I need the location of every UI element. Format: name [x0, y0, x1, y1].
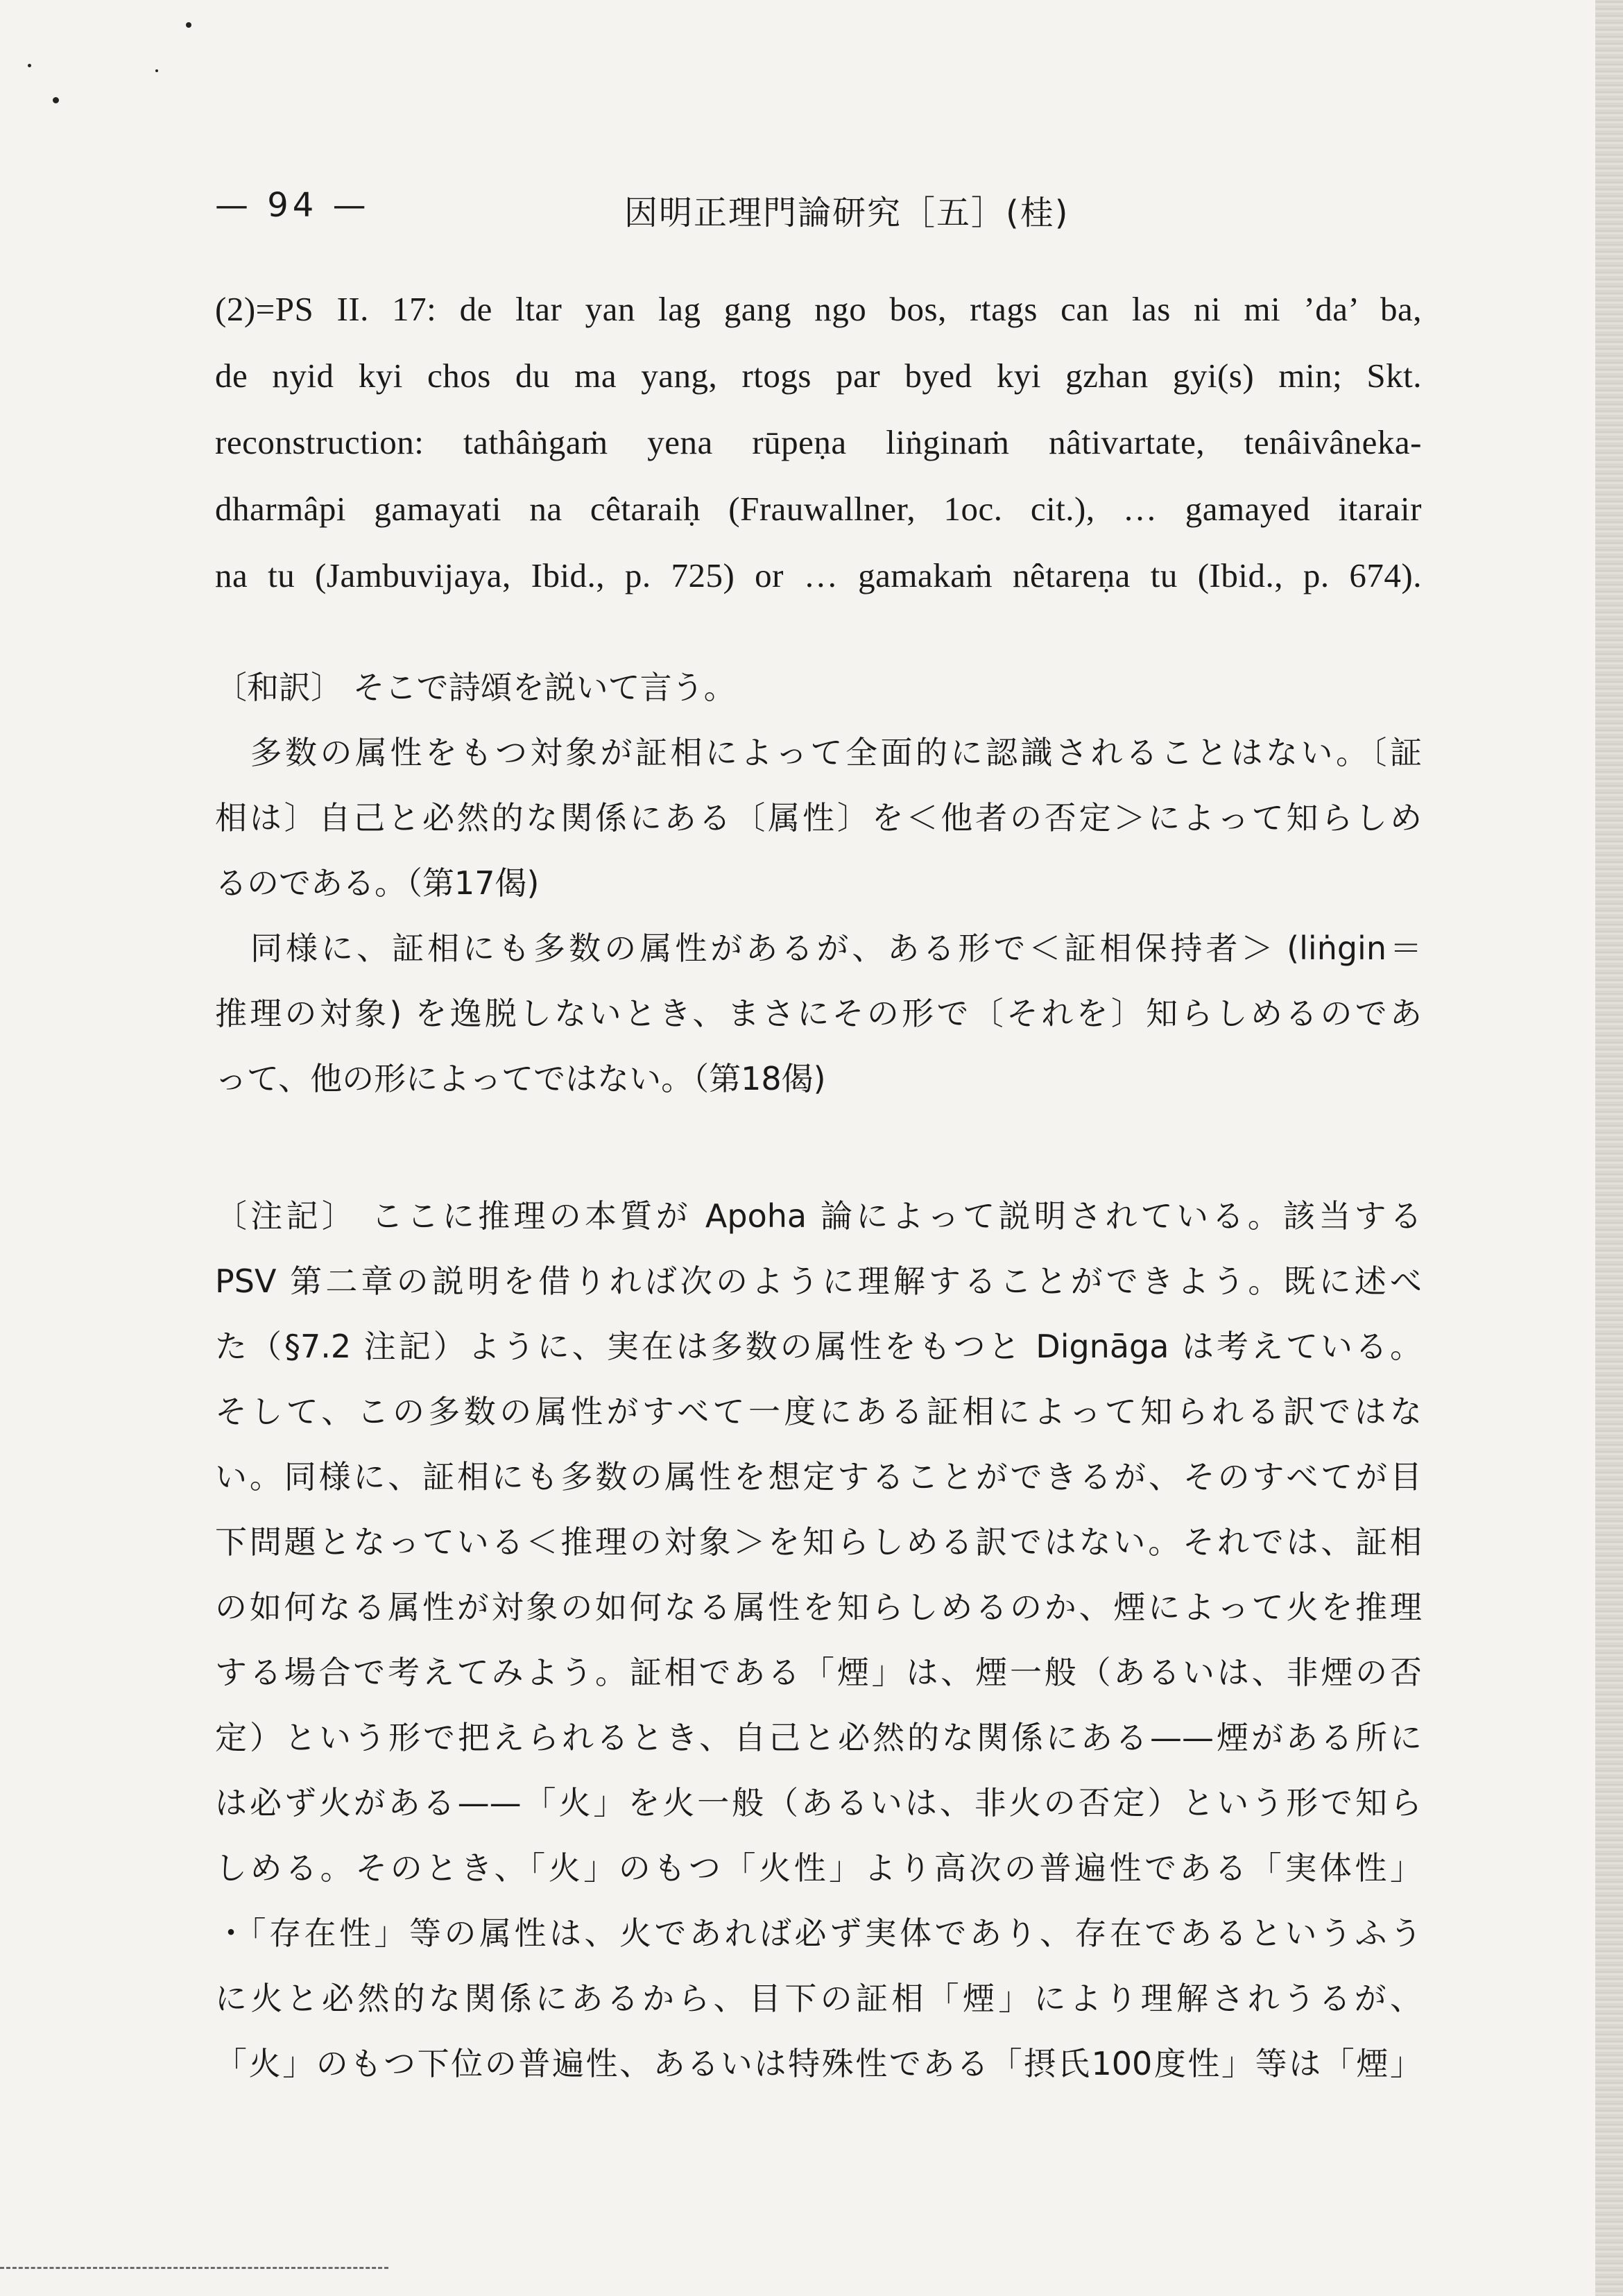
scan-speck	[53, 97, 59, 103]
scan-speck	[186, 22, 191, 28]
commentary-line: 〔注記〕 ここに推理の本質が Apoha 論によって説明されている。該当する	[215, 1197, 1422, 1235]
scan-speck	[155, 69, 158, 72]
page-number: — 94 —	[215, 186, 370, 225]
commentary-line: そして、この多数の属性がすべて一度にある証相によって知られる訳ではな	[215, 1393, 1422, 1430]
scan-speck	[28, 64, 31, 67]
commentary-line: の如何なる属性が対象の如何なる属性を知らしめるのか、煙によって火を推理	[215, 1588, 1422, 1626]
translation-section	[215, 655, 1422, 1111]
translation-heading: 〔和訳〕 そこで詩頌を説いて言う。	[215, 669, 736, 706]
commentary-line: PSV 第二章の説明を借りれば次のように理解することができよう。既に述べ	[215, 1262, 1422, 1300]
running-title: 因明正理門論研究［五］(桂)	[624, 194, 1070, 232]
commentary-line: い。同様に、証相にも多数の属性を想定することができるが、そのすべてが目	[215, 1458, 1422, 1496]
commentary-line: 下問題となっている＜推理の対象＞を知らしめる訳ではない。それでは、証相	[215, 1523, 1422, 1561]
footnote-line: (2)=PS II. 17: de ltar yan lag gang ngo bos, rtags can las ni mi ’da’ ba,	[215, 290, 1422, 328]
commentary-line: ・「存在性」等の属性は、火であれば必ず実体であり、存在であるというふう	[215, 1914, 1422, 1952]
translation-line: 同様に、証相にも多数の属性があるが、ある形で＜証相保持者＞ (liṅgin＝	[215, 929, 1422, 967]
page-header	[215, 186, 1394, 234]
commentary-line: 定）という形で把えられるとき、自己と必然的な関係にある——煙がある所に	[215, 1719, 1422, 1756]
translation-line: 推理の対象) を逸脱しないとき、まさにその形で〔それを〕知らしめるのであ	[215, 995, 1422, 1032]
commentary-line: た（§7.2 注記）ように、実在は多数の属性をもつと Dignāga は考えている。	[215, 1328, 1422, 1365]
translation-line: って、他の形によってではない。（第18偈)	[215, 1060, 826, 1097]
translation-line: るのである。（第17偈)	[215, 864, 540, 902]
bottom-rule	[0, 2267, 388, 2269]
commentary-section	[215, 1183, 1422, 2096]
footnote-line: reconstruction: tathâṅgaṁ yena rūpeṇa liṅginaṁ nâtivartate, tenâivâneka-	[215, 423, 1422, 461]
footnote-line: de nyid kyi chos du ma yang, rtogs par byed kyi gzhan gyi(s) min; Skt.	[215, 357, 1422, 395]
translation-line: 相は〕自己と必然的な関係にある〔属性〕を＜他者の否定＞によって知らしめ	[215, 799, 1422, 837]
footnote-line: dharmâpi gamayati na cêtaraiḥ (Frauwallner, 1oc. cit.), … gamayed itarair	[215, 490, 1422, 528]
commentary-line: 「火」のもつ下位の普遍性、あるいは特殊性である「摂氏100度性」等は「煙」	[215, 2045, 1422, 2082]
commentary-line: する場合で考えてみよう。証相である「煙」は、煙一般（あるいは、非煙の否	[215, 1654, 1422, 1691]
commentary-line: に火と必然的な関係にあるから、目下の証相「煙」により理解されうるが、	[215, 1980, 1422, 2017]
scan-edge	[1595, 0, 1623, 2296]
translation-line: 多数の属性をもつ対象が証相によって全面的に認識されることはない。〔証	[215, 734, 1422, 771]
commentary-line: は必ず火がある——「火」を火一般（あるいは、非火の否定）という形で知ら	[215, 1784, 1422, 1822]
footnote-latin	[215, 276, 1422, 609]
footnote-line: na tu (Jambuvijaya, Ibid., p. 725) or … gamakaṁ nêtareṇa tu (Ibid., p. 674).	[215, 556, 1422, 594]
commentary-line: しめる。そのとき、「火」のもつ「火性」より高次の普遍性である「実体性」	[215, 1849, 1422, 1887]
